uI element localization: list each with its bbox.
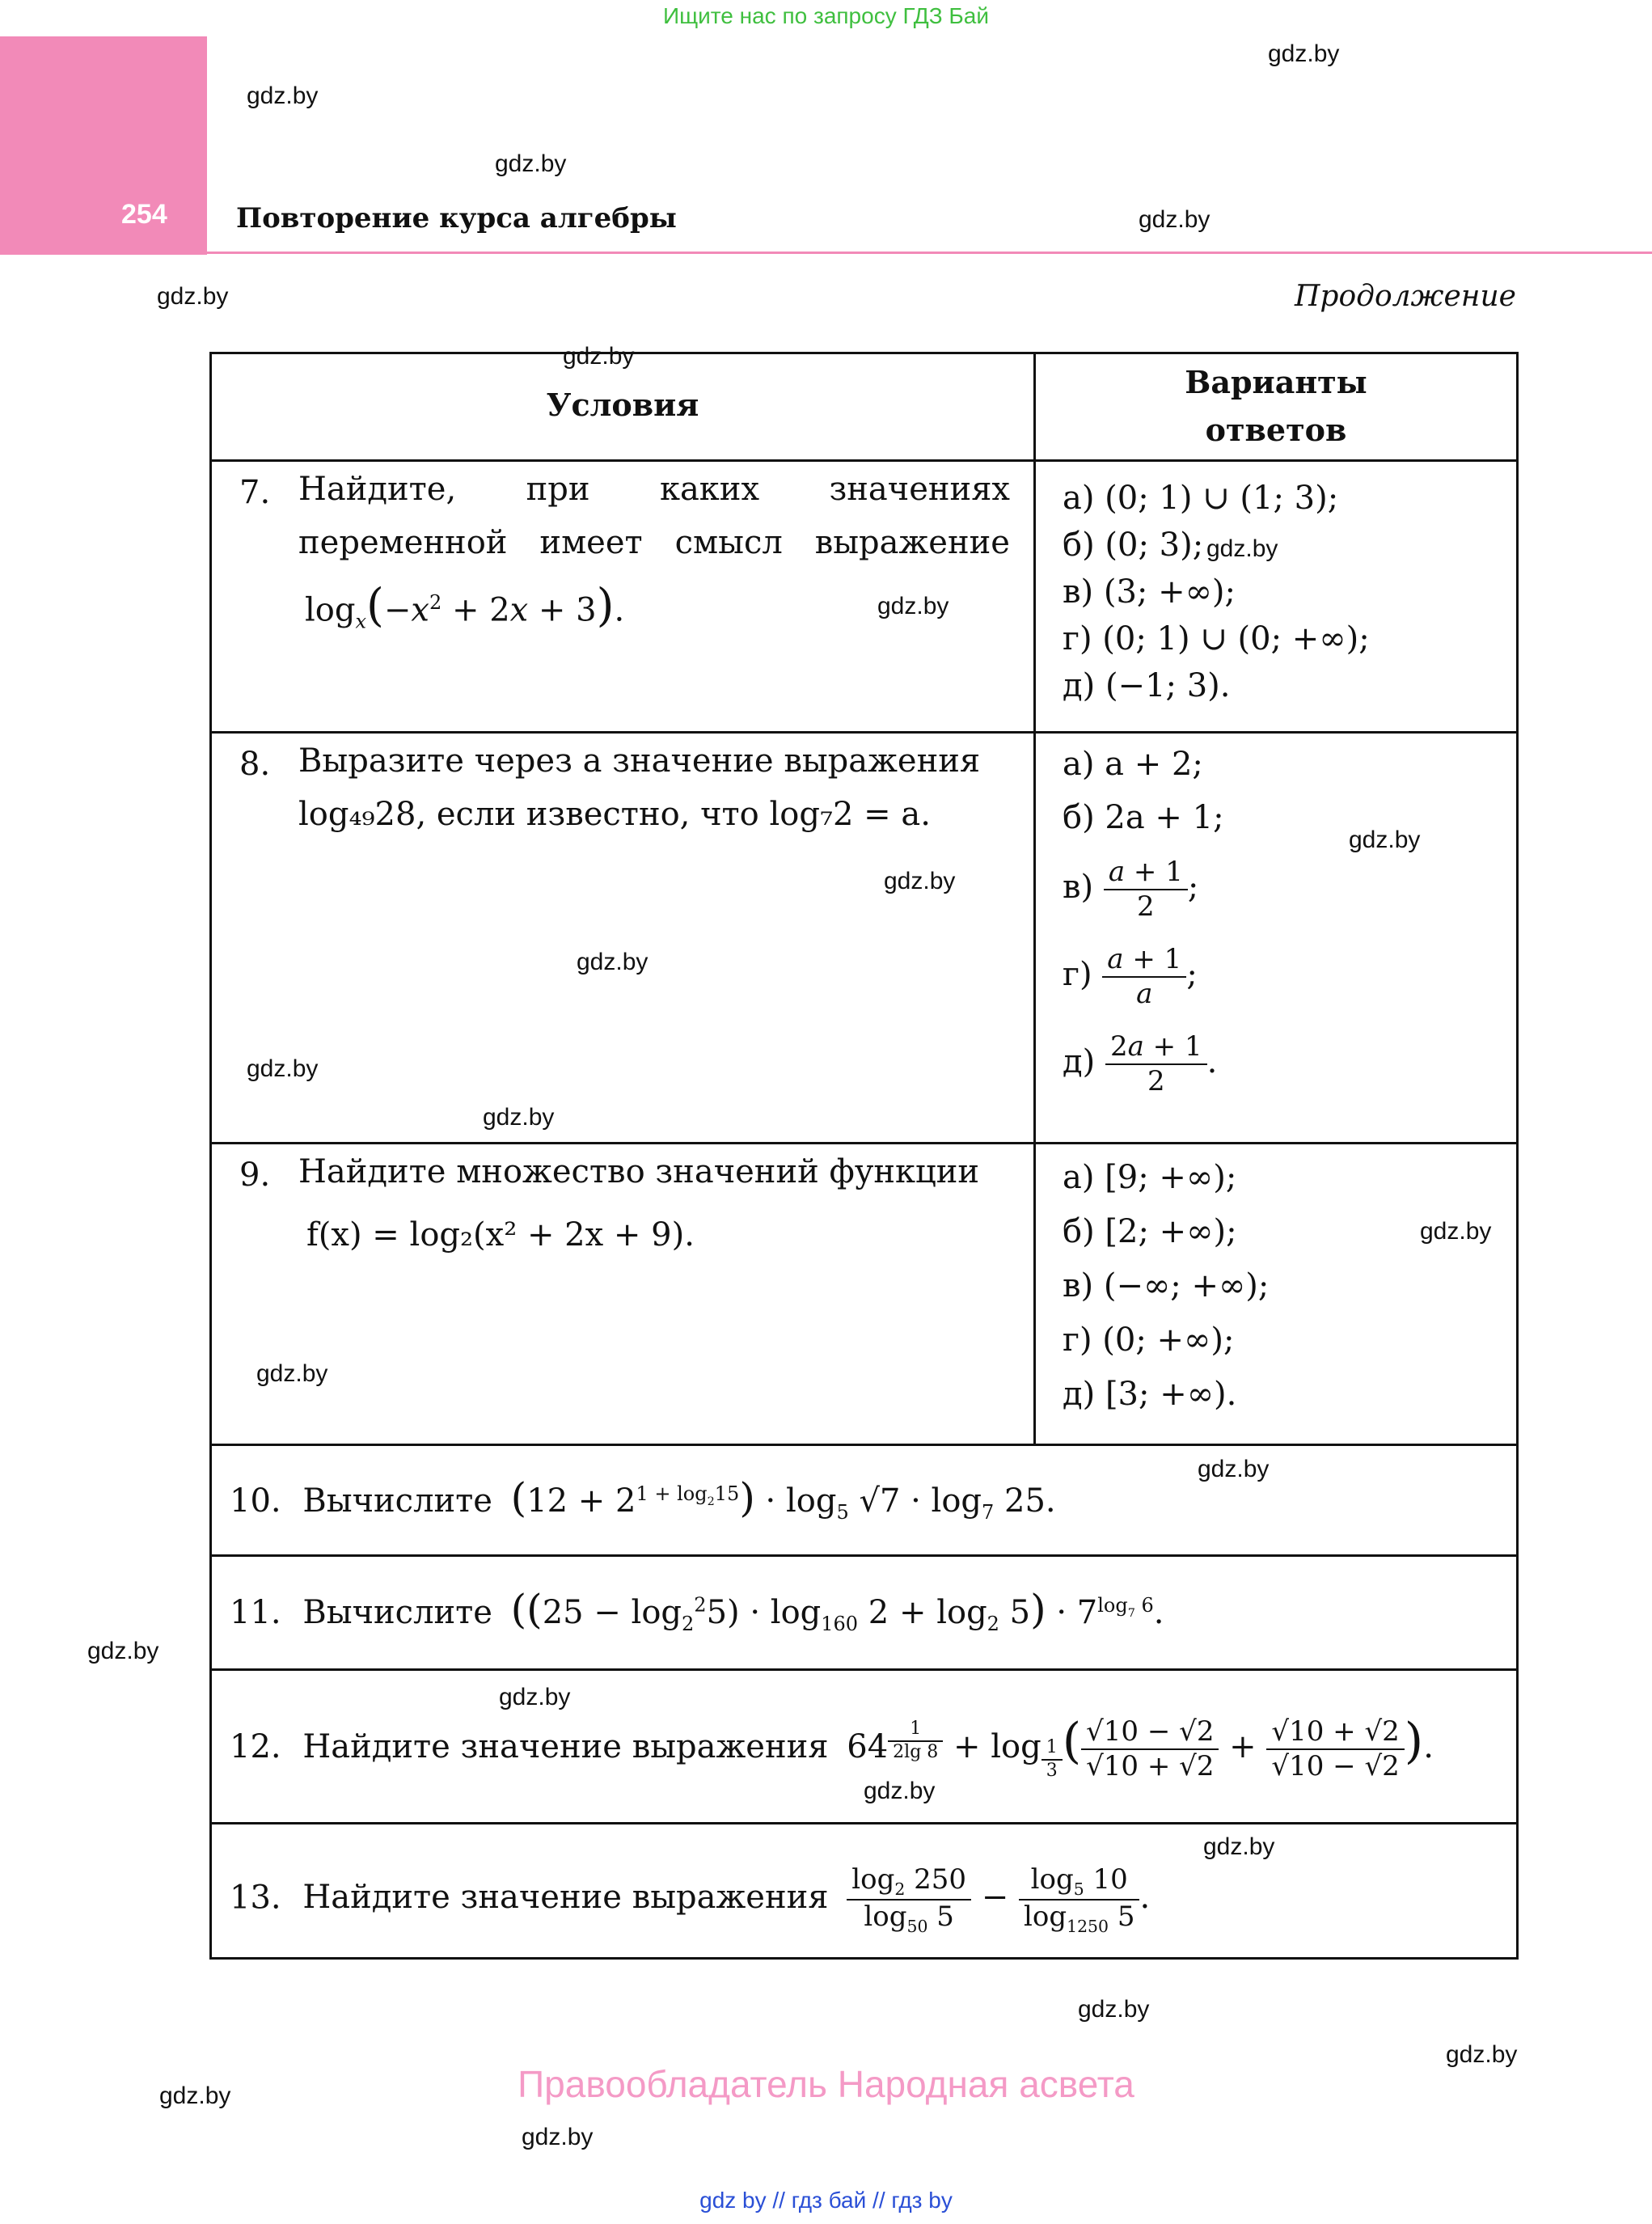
word: каких	[659, 471, 760, 508]
watermark: gdz.by	[877, 593, 949, 619]
task-7-option-b: б) (0; 3);	[1063, 526, 1204, 564]
option-letter: г)	[1063, 955, 1092, 993]
watermark: gdz.by	[159, 2082, 231, 2109]
watermark: gdz.by	[1268, 40, 1340, 67]
task-8-number: 8.	[239, 746, 271, 783]
task-10	[230, 1474, 1056, 1524]
header-conditions: Условия	[546, 387, 699, 423]
task-8-option-b: б) 2a + 1;	[1063, 799, 1224, 836]
watermark: gdz.by	[1349, 827, 1421, 853]
watermark: gdz.by	[483, 1104, 555, 1131]
watermark: gdz.by	[495, 150, 567, 177]
row-divider	[212, 731, 1516, 734]
task-9-line2: f(x) = log₂(x² + 2x + 9).	[306, 1216, 695, 1254]
continuation-label: Продолжение	[1295, 280, 1516, 313]
task-13-text: Найдите значение выражения	[302, 1879, 829, 1917]
watermark: gdz.by	[864, 1778, 936, 1804]
task-7-option-d: г) (0; 1) ∪ (0; +∞);	[1063, 620, 1370, 657]
watermark: gdz.by	[577, 949, 649, 975]
task-8-condition	[298, 734, 1010, 841]
task-7-line2	[298, 516, 1010, 569]
watermark: gdz.by	[1420, 1218, 1492, 1245]
footer-links[interactable]: gdz by // гдз бай // гдз by	[699, 2188, 953, 2213]
task-13-number: 13.	[230, 1879, 281, 1917]
task-9-option-b: б) [2; +∞);	[1063, 1213, 1237, 1250]
word: переменной	[298, 524, 508, 561]
task-8-option-c: в) $\frac{a + 1}{2}$ ;	[1063, 856, 1199, 923]
task-7-option-c: в) (3; +∞);	[1063, 573, 1236, 611]
task-9-condition	[298, 1145, 1010, 1262]
watermark: gdz.by	[1446, 2041, 1518, 2068]
task-10-text: Вычислите	[302, 1482, 492, 1520]
task-12-number: 12.	[230, 1728, 281, 1765]
task-9-option-d: г) (0; +∞);	[1063, 1321, 1235, 1359]
column-divider	[1033, 354, 1036, 1446]
word: значениях	[829, 471, 1010, 508]
watermark: gdz.by	[1139, 206, 1210, 233]
word: Найдите,	[298, 471, 457, 508]
tasks-table	[209, 352, 1519, 1960]
task-7-option-e: д) (−1; 3).	[1063, 667, 1231, 704]
task-11-expression: $((25 - \log_2^25) \cdot \log_{160} 2 + \log_2 5) \cdot 7^{log_7 6}$.	[510, 1586, 1164, 1635]
task-12-expression: 64 $^{\frac{1}{2\lg 8}}$ + log $_{\frac{1}{3}}$ ( $\frac{√10 - √2}{√10 + √2}$ + $\frac{√10 + √2}{√10 - √2}$ ).	[847, 1713, 1434, 1782]
watermark: gdz.by	[522, 2124, 594, 2150]
row-divider	[212, 1822, 1516, 1824]
task-7-number: 7.	[239, 474, 271, 511]
task-13-expression: $\frac{\log_2 250}{\log_{50} 5}$ − $\frac{\log_5 10}{\log_{1250} 5}$ .	[847, 1879, 1150, 1916]
task-11-text: Вычислите	[302, 1594, 492, 1631]
option-letter: д)	[1063, 1042, 1096, 1080]
header-answers	[1036, 364, 1516, 448]
watermark: gdz.by	[1203, 1833, 1275, 1860]
footer-copyright: Правообладатель Народная асвета	[518, 2063, 1134, 2105]
section-title: Повторение курса алгебры	[236, 202, 677, 235]
task-10-expression: $(12 + 2^{1 + log_215}) \cdot \log_5 √7 \cdot \log_7 25$.	[510, 1474, 1056, 1524]
page-corner-block	[0, 36, 207, 255]
task-9-number: 9.	[239, 1156, 271, 1194]
word: выражение	[814, 524, 1010, 561]
task-7-condition	[298, 463, 1010, 648]
watermark: gdz.by	[884, 868, 956, 894]
row-divider	[212, 1668, 1516, 1671]
header-rule	[207, 252, 1652, 254]
task-7-line1	[298, 463, 1010, 516]
top-banner: Ищите нас по запросу ГДЗ Бай	[662, 3, 990, 28]
task-9-option-c: в) (−∞; +∞);	[1063, 1267, 1270, 1304]
header-answers-line1: Варианты	[1185, 364, 1367, 400]
word: имеет	[539, 524, 643, 561]
watermark: gdz.by	[499, 1684, 571, 1710]
task-8-option-a: а) a + 2;	[1063, 746, 1203, 783]
row-divider	[212, 459, 1516, 462]
watermark: gdz.by	[247, 82, 319, 109]
word: смысл	[674, 524, 783, 561]
row-divider	[212, 1142, 1516, 1144]
task-8-line2: log₄₉28, если известно, что log₇2 = a.	[298, 796, 931, 833]
task-8-option-d: г) $\frac{a + 1}{a}$ ;	[1063, 943, 1198, 1010]
watermark: gdz.by	[87, 1638, 159, 1664]
task-8-line1: Выразите через a значение выражения	[298, 742, 981, 780]
task-12-text: Найдите значение выражения	[302, 1728, 829, 1765]
word: при	[526, 471, 590, 508]
watermark: gdz.by	[157, 283, 229, 310]
watermark: gdz.by	[1078, 1996, 1150, 2023]
task-11	[230, 1586, 1164, 1635]
task-11-number: 11.	[230, 1594, 281, 1631]
watermark: gdz.by	[247, 1055, 319, 1082]
task-7-expression: $\log_x(-x^2 + 2x + 3)$.	[305, 579, 625, 633]
task-9-option-e: д) [3; +∞).	[1063, 1376, 1237, 1413]
task-13	[230, 1863, 1150, 1937]
watermark: gdz.by	[1206, 535, 1278, 562]
row-divider	[212, 1444, 1516, 1446]
task-12	[230, 1713, 1434, 1783]
row-divider	[212, 1554, 1516, 1557]
task-10-number: 10.	[230, 1482, 281, 1520]
watermark: gdz.by	[1198, 1456, 1270, 1482]
watermark: gdz.by	[563, 343, 635, 370]
header-answers-line2: ответов	[1205, 412, 1347, 448]
task-9-option-a: а) [9; +∞);	[1063, 1159, 1237, 1196]
page-number: 254	[121, 199, 167, 230]
task-9-line1: Найдите множество значений функции	[298, 1153, 980, 1190]
task-7-option-a: а) (0; 1) ∪ (1; 3);	[1063, 480, 1339, 517]
log-text: log	[305, 591, 356, 629]
option-letter: в)	[1063, 868, 1094, 906]
watermark: gdz.by	[256, 1360, 328, 1387]
task-8-option-e: д) $\frac{2a + 1}{2}$ .	[1063, 1030, 1218, 1097]
